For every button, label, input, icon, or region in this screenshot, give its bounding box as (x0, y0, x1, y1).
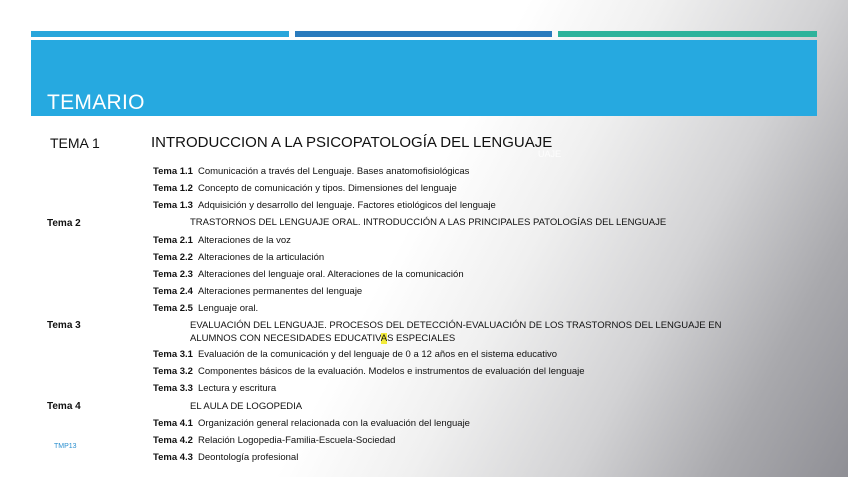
subtopic-1-1: Tema 1.1 Comunicación a través del Lenguaje. Bases anatomofisiológicas (153, 166, 470, 177)
subtopic-3-3: Tema 3.3 Lectura y escritura (153, 383, 277, 394)
tema-2-title: TRASTORNOS DEL LENGUAJE ORAL. INTRODUCCIÓN A LAS PRINCIPALES PATOLOGÍAS DEL LENGUAJE (190, 217, 667, 228)
subtopic-3-2: Tema 3.2 Componentes básicos de la evaluación. Modelos e instrumentos de evaluación del lenguaje (153, 366, 585, 377)
subtopic-2-5: Tema 2.5 Lenguaje oral. (153, 303, 259, 314)
subtopic-1-3: Tema 1.3 Adquisición y desarrollo del lenguaje. Factores etiológicos del lenguaje (153, 200, 496, 211)
accent-bar-teal (558, 31, 817, 37)
tema-1-label: TEMA 1 (50, 135, 100, 151)
subtopic-2-1: Tema 2.1 Alteraciones de la voz (153, 235, 291, 246)
subtopic-2-4: Tema 2.4 Alteraciones permanentes del lenguaje (153, 286, 363, 297)
tema-3-title: EVALUACIÓN DEL LENGUAJE. PROCESOS DEL DETECCIÓN-EVALUACIÓN DE LOS TRASTORNOS DEL LENGUAJE EN ALUMNOS CON NECESIDADES EDUCATIVAS ESPECIALES (190, 320, 722, 344)
subtopic-3-1: Tema 3.1 Evaluación de la comunicación y del lenguaje de 0 a 12 años en el sistema educativo (153, 349, 558, 360)
subtopic-2-3: Tema 2.3 Alteraciones del lenguaje oral. Alteraciones de la comunicación (153, 269, 464, 280)
tema-1-overlap-text: UAJE (538, 149, 562, 159)
footer-code: TMP13 (54, 443, 77, 450)
accent-bar-light-blue (31, 31, 289, 37)
subtopic-2-2: Tema 2.2 Alteraciones de la articulación (153, 252, 325, 263)
tema-2-label: Tema 2 (47, 218, 81, 229)
highlight-mark: A (380, 333, 388, 344)
tema-4-title: EL AULA DE LOGOPEDIA (190, 401, 303, 412)
tema-4-label: Tema 4 (47, 401, 81, 412)
subtopic-4-2: Tema 4.2 Relación Logopedia-Familia-Escuela-Sociedad (153, 435, 396, 446)
accent-bar-dark-blue (295, 31, 552, 37)
subtopic-4-1: Tema 4.1 Organización general relacionada con la evaluación del lenguaje (153, 418, 470, 429)
title-banner (31, 40, 817, 116)
subtopic-1-2: Tema 1.2 Concepto de comunicación y tipos. Dimensiones del lenguaje (153, 183, 457, 194)
subtopic-4-3: Tema 4.3 Deontología profesional (153, 452, 299, 463)
tema-3-label: Tema 3 (47, 320, 81, 331)
page-title: TEMARIO (47, 91, 145, 114)
tema-1-title: INTRODUCCION A LA PSICOPATOLOGÍA DEL LENGUAJE (151, 134, 553, 151)
